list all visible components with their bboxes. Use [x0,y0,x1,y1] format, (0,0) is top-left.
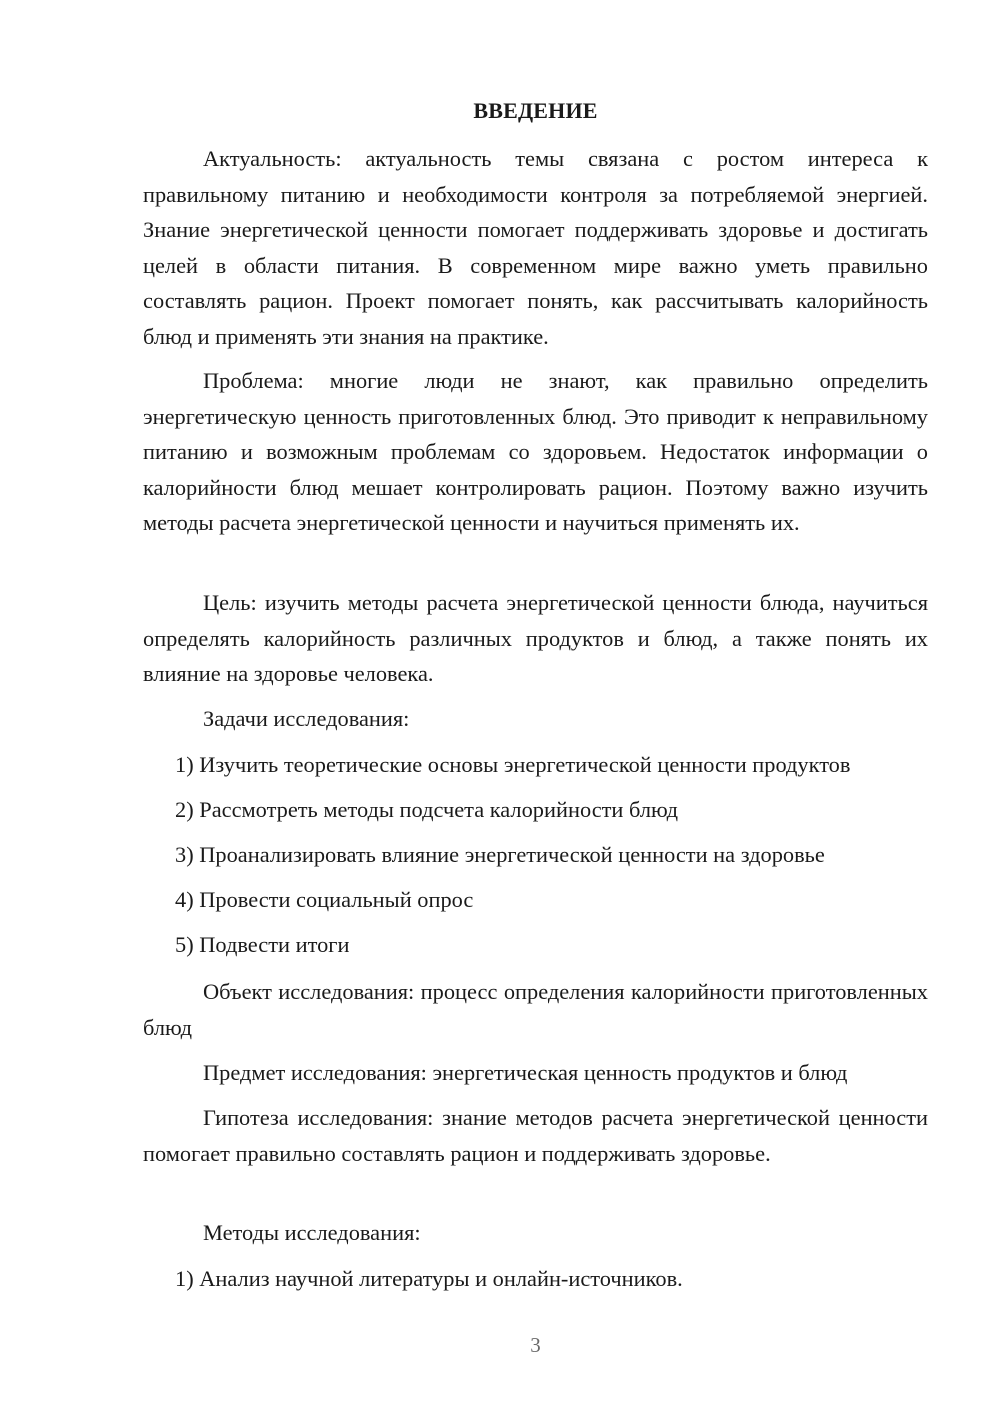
relevance-paragraph: Актуальность: актуальность темы связана с ростом интереса к правильному питанию и необходимости контроля за потребляемой энергией. Знание энергетической ценности помогает поддерживать здоровье и достигать целей в области питания. В современном мире важно уметь правильно составлять рацион. Проект помогает понять, как рассчитывать калорийность блюд и применять эти знания на практике. [143,146,928,349]
task-item-3: 3) Проанализировать влияние энергетической ценности на здоровье [175,842,825,867]
goal-paragraph: Цель: изучить методы расчета энергетической ценности блюда, научиться определять калорийность различных продуктов и блюд, а также понять их влияние на здоровье человека. [143,590,928,686]
task-item-5: 5) Подвести итоги [175,932,350,957]
method-item-1: 1) Анализ научной литературы и онлайн-источников. [175,1266,683,1291]
tasks-heading: Задачи исследования: [203,706,410,731]
task-item-4: 4) Провести социальный опрос [175,887,474,912]
document-page [143,0,928,1414]
section-title: ВВЕДЕНИЕ [473,98,598,123]
task-item-1: 1) Изучить теоретические основы энергетической ценности продуктов [175,752,851,777]
problem-paragraph: Проблема: многие люди не знают, как правильно определить энергетическую ценность приготовленных блюд. Это приводит к неправильному питанию и возможным проблемам со здоровьем. Недостаток информации о калорийности блюд мешает контролировать рацион. Поэтому важно изучить методы расчета энергетической ценности и научиться применять их. [143,368,928,535]
hypothesis-paragraph: Гипотеза исследования: знание методов расчета энергетической ценности помогает правильно составлять рацион и поддерживать здоровье. [143,1105,928,1166]
task-item-2: 2) Рассмотреть методы подсчета калорийности блюд [175,797,678,822]
page-number: 3 [530,1333,541,1357]
subject-line: Предмет исследования: энергетическая ценность продуктов и блюд [203,1060,848,1085]
methods-heading: Методы исследования: [203,1220,421,1245]
object-paragraph: Объект исследования: процесс определения калорийности приготовленных блюд [143,979,928,1040]
